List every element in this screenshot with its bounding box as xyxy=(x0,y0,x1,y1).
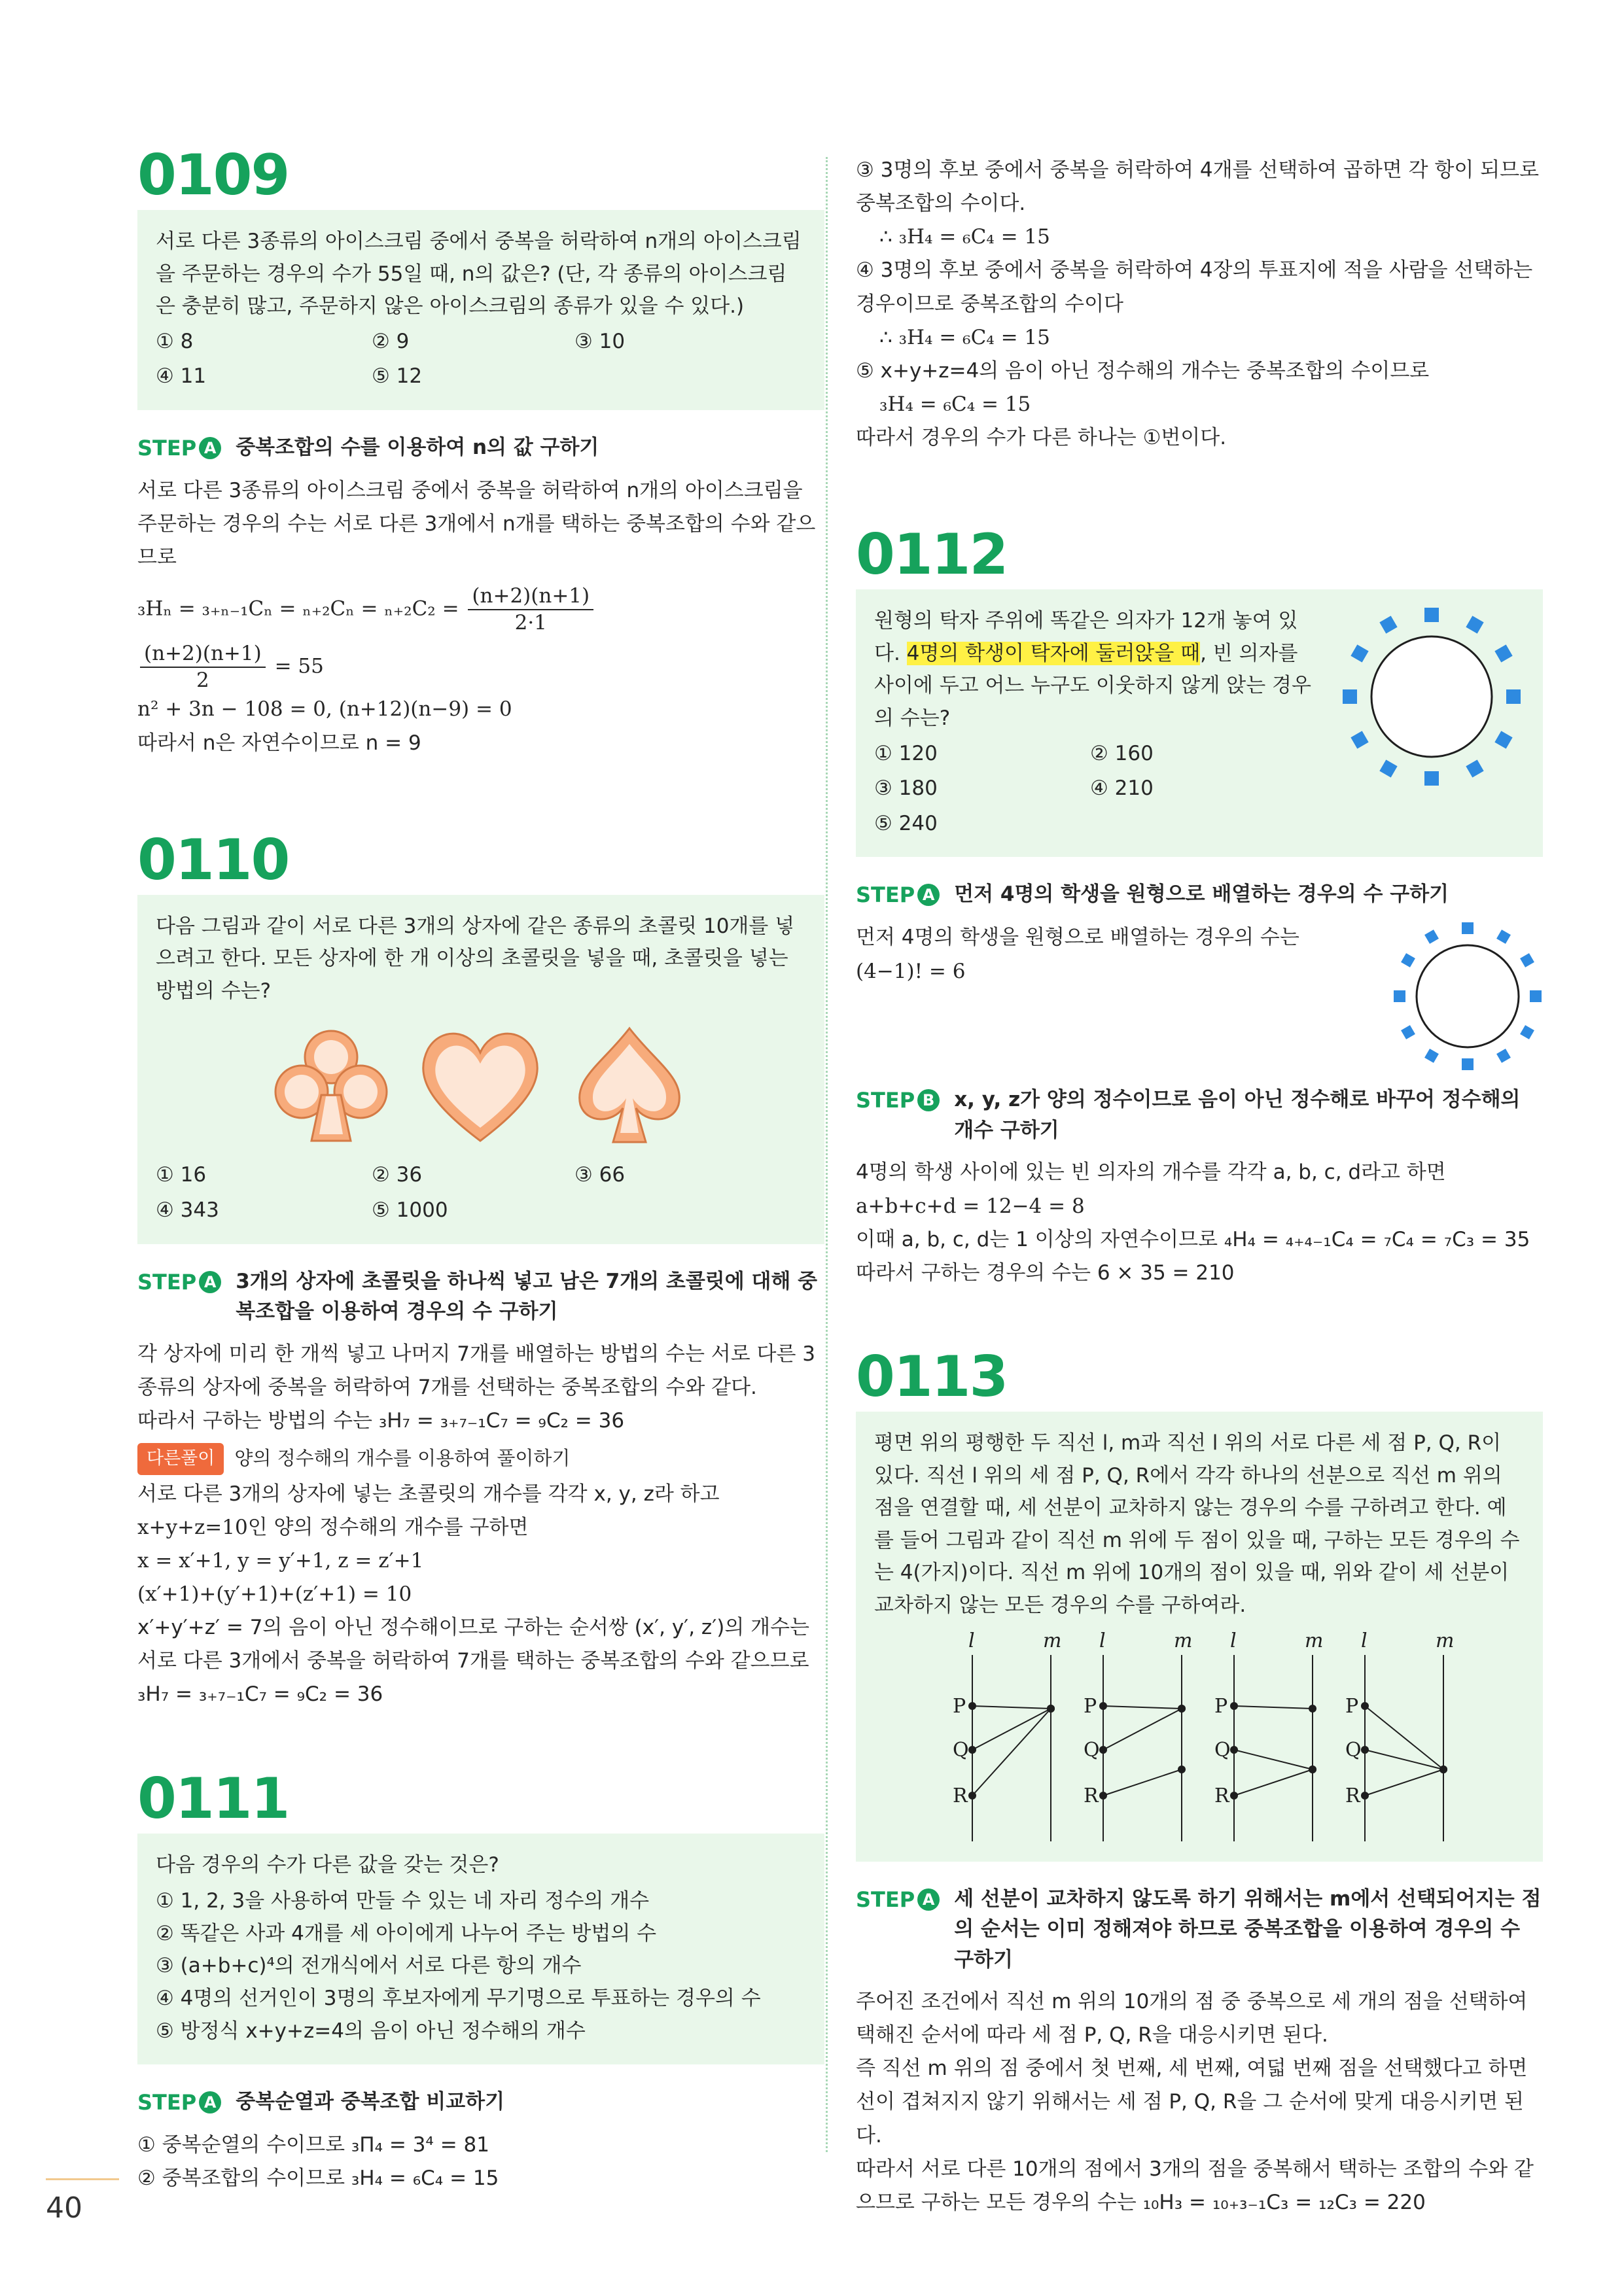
solution-text: 먼저 4명의 학생을 원형으로 배열하는 경우의 수는 xyxy=(856,926,1299,950)
question-text: 평면 위의 평행한 두 직선 l, m과 직선 l 위의 서로 다른 세 점 P, Q, R이 있다. 직선 l 위의 세 점 P, Q, R에서 각각 하나의 선분으로 직선 m 위의 점을 연결할 때, 세 선분이 교차하지 않는 경우의 수를 구하려고 한다. 예를 들어 그림과 같이 직선 m 위에 두 점이 있을 때, 구하는 모든 경우의 수는 4(가지)이다. 직선 m 위에 10개의 점이 있을 때, 위와 같이 세 선분이 교차하지 않는 모든 경우의 수를 구하여라. xyxy=(874,1431,1520,1617)
club-box-icon xyxy=(266,1023,397,1147)
spade-box-icon xyxy=(564,1023,695,1147)
choice-2[interactable]: ② 9 xyxy=(372,329,410,353)
point-on-l xyxy=(1361,1702,1369,1710)
solution xyxy=(856,921,1543,1071)
page-number: 40 xyxy=(46,2191,82,2225)
point-on-l xyxy=(968,1702,976,1710)
answer-choices xyxy=(874,738,1319,841)
choice-2[interactable]: ② 똑같은 사과 4개를 세 아이에게 나누어 주는 방법의 수 xyxy=(156,1921,657,1945)
right-column xyxy=(856,154,1543,2219)
segment xyxy=(1234,1769,1313,1796)
problem-0110 xyxy=(137,827,824,1712)
answer-choices xyxy=(156,1885,805,2047)
chocolate-boxes-figure xyxy=(156,1023,805,1147)
question-box xyxy=(856,1412,1543,1862)
solution-text: ∴ ₃H₄ = ₆C₄ = 15 xyxy=(879,225,1050,249)
point-label: P xyxy=(1345,1694,1359,1718)
step-letter-badge: A xyxy=(199,437,221,459)
solution-text: 각 상자에 미리 한 개씩 넣고 나머지 7개를 배열하는 방법의 수는 서로 다른 3종류의 상자에 중복을 허락하여 7개를 선택하는 중복조합의 수와 같다. xyxy=(137,1342,815,1399)
problem-0113 xyxy=(856,1344,1543,2219)
step-title: 중복순열과 중복조합 비교하기 xyxy=(236,2090,505,2114)
choice-3[interactable]: ③ 180 xyxy=(874,776,938,801)
solution-conclusion: 따라서 n은 자연수이므로 n = 9 xyxy=(137,731,421,755)
solution-conclusion: 따라서 경우의 수가 다른 하나는 ①번이다. xyxy=(856,426,1227,450)
point-label: R xyxy=(1345,1784,1360,1807)
solution xyxy=(856,1985,1543,2219)
step-tag: STEP A xyxy=(137,432,221,464)
step-title: 세 선분이 교차하지 않도록 하기 위해서는 m에서 선택되어지는 점의 순서는 이미 정해져야 하므로 중복조합을 이용하여 경우의 수 구하기 xyxy=(954,1887,1542,1972)
step-heading xyxy=(856,1085,1543,1145)
solution-text: 즉 직선 m 위의 점 중에서 첫 번째, 세 번째, 여덟 번째 점을 선택했다고 하면 선이 겹쳐지지 않기 위해서는 세 점 P, Q, R을 그 순서에 맞게 대응시키면 된다. xyxy=(856,2057,1528,2148)
highlighted-text: 4명의 학생이 탁자에 둘러앉을 때 xyxy=(906,641,1201,665)
problem-number: 0113 xyxy=(856,1344,1008,1410)
choice-2[interactable]: ② 36 xyxy=(372,1163,423,1187)
solution xyxy=(137,1338,824,1712)
solution-text: ⑤ x+y+z=4의 음이 아닌 정수해의 개수는 중복조합의 수이므로 xyxy=(856,358,1430,383)
point-label: Q xyxy=(953,1738,969,1762)
column-divider xyxy=(826,157,828,2152)
equation: $\frac{(n+2)(n+1)}{2}$ = 55 xyxy=(137,641,824,693)
alt-text: (x′+1)+(y′+1)+(z′+1) = 10 xyxy=(137,1582,412,1607)
step-letter-badge: A xyxy=(917,1888,940,1911)
step-letter-badge: B xyxy=(917,1089,940,1111)
question-text: 원형의 탁자 주위에 똑같은 의자가 12개 놓여 있다. 4명의 학생이 탁자에 둘러앉을 때, 빈 의자를 사이에 두고 어느 누구도 이웃하지 않게 앉는 경우의 수는? xyxy=(874,609,1311,731)
line-m-label: m xyxy=(1174,1629,1193,1652)
solution-text: ① 중복순열의 수이므로 ₃Π₄ = 3⁴ = 81 xyxy=(137,2133,489,2157)
choice-3[interactable]: ③ 66 xyxy=(574,1163,626,1187)
point-label: P xyxy=(1084,1694,1097,1718)
question-box xyxy=(856,589,1543,857)
step-tag: STEP A xyxy=(137,1266,221,1298)
alt-text: x+y+z=10인 양의 정수해의 개수를 구하면 xyxy=(137,1515,529,1539)
solution-text: (4−1)! = 6 xyxy=(856,959,966,983)
point-label: P xyxy=(953,1694,966,1718)
solution-text: 4명의 학생 사이에 있는 빈 의자의 개수를 각각 a, b, c, d라고 하면 xyxy=(856,1160,1446,1185)
circular-arrangement-figure xyxy=(1392,921,1543,1071)
answer-choices xyxy=(156,326,805,393)
point-label: R xyxy=(1084,1784,1099,1807)
problem-0111 xyxy=(137,1765,824,2196)
choice-3[interactable]: ③ (a+b+c)⁴의 전개식에서 서로 다른 항의 개수 xyxy=(156,1954,582,1978)
choice-4[interactable]: ④ 11 xyxy=(156,364,207,389)
point-on-m xyxy=(1178,1705,1186,1713)
question-box xyxy=(137,1834,824,2065)
equation: ₃Hₙ = ₃₊ₙ₋₁Cₙ = ₙ₊₂Cₙ = ₙ₊₂C₂ = $\frac{(n+2)(n+1)}{2\cdot 1}$ xyxy=(137,583,824,636)
question-text: 서로 다른 3종류의 아이스크림 중에서 중복을 허락하여 n개의 아이스크림을 주문하는 경우의 수가 55일 때, n의 값은? (단, 각 종류의 아이스크림은 충분히 많고, 주문하지 않은 아이스크림의 종류가 있을 수 있다.) xyxy=(156,230,802,319)
solution-text: a+b+c+d = 12−4 = 8 xyxy=(856,1194,1085,1218)
problem-0109 xyxy=(137,143,824,760)
segment xyxy=(1103,1706,1182,1709)
alt-text: x′+y′+z′ = 7의 음이 아닌 정수해이므로 구하는 순서쌍 (x′, y′, z′)의 개수는 서로 다른 3개에서 중복을 허락하여 7개를 택하는 중복조합의 수와 같으므로 ₃H₇ = ₃₊₇₋₁C₇ = ₉C₂ = 36 xyxy=(137,1616,809,1707)
solution-text: 따라서 구하는 방법의 수는 ₃H₇ = ₃₊₇₋₁C₇ = ₉C₂ = 36 xyxy=(137,1408,625,1433)
solution-text: 주어진 조건에서 직선 m 위의 10개의 점 중 중복으로 세 개의 점을 선택하여 택해진 순서에 따라 세 점 P, Q, R을 대응시키면 된다. xyxy=(856,1990,1528,2047)
solution-text: ③ 3명의 후보 중에서 중복을 허락하여 4개를 선택하여 곱하면 각 항이 되므로 중복조합의 수이다. xyxy=(856,158,1540,216)
question-box xyxy=(137,210,824,410)
choice-5[interactable]: ⑤ 방정식 x+y+z=4의 음이 아닌 정수해의 개수 xyxy=(156,2019,586,2043)
step-heading xyxy=(137,1266,824,1327)
step-heading xyxy=(137,2087,824,2118)
point-on-m xyxy=(1309,1705,1316,1713)
solution-conclusion: 따라서 서로 다른 10개의 점에서 3개의 점을 중복해서 택하는 조합의 수와 같으므로 구하는 모든 경우의 수는 ₁₀H₃ = ₁₀₊₃₋₁C₃ = ₁₂C₃ = 220 xyxy=(856,2157,1534,2214)
solution xyxy=(137,474,824,760)
solution-text: ④ 3명의 후보 중에서 중복을 허락하여 4장의 투표지에 적을 사람을 선택하는 경우이므로 중복조합의 수이다 xyxy=(856,258,1533,316)
segment xyxy=(1234,1750,1313,1769)
segment xyxy=(972,1709,1051,1796)
problem-number: 0111 xyxy=(137,1765,289,1832)
point-label: R xyxy=(1214,1784,1229,1807)
choice-5[interactable]: ⑤ 12 xyxy=(372,364,423,389)
step-title: x, y, z가 양의 정수이므로 음이 아닌 정수해로 바꾸어 정수해의 개수 구하기 xyxy=(954,1088,1521,1142)
point-on-l xyxy=(1230,1792,1238,1800)
step-letter-badge: A xyxy=(199,1271,221,1293)
point-on-l xyxy=(1230,1746,1238,1754)
point-on-l xyxy=(968,1792,976,1800)
solution xyxy=(856,1156,1543,1290)
step-tag: STEP A xyxy=(856,879,940,911)
line-l-label: l xyxy=(968,1629,975,1652)
step-tag: STEP A xyxy=(137,2087,221,2118)
problem-number: 0112 xyxy=(856,522,1008,588)
point-label: P xyxy=(1214,1694,1228,1718)
point-label: Q xyxy=(1084,1738,1100,1762)
question-box xyxy=(137,895,824,1244)
problem-number: 0110 xyxy=(137,827,289,893)
page-number-rule xyxy=(46,2178,119,2180)
choice-1[interactable]: ① 120 xyxy=(874,741,938,765)
choice-1[interactable]: ① 1, 2, 3을 사용하여 만들 수 있는 네 자리 정수의 개수 xyxy=(156,1889,650,1913)
solution-text: 서로 다른 3종류의 아이스크림 중에서 중복을 허락하여 n개의 아이스크림을 주문하는 경우의 수는 서로 다른 3개에서 n개를 택하는 중복조합의 수와 같으므로 xyxy=(137,478,816,570)
point-on-l xyxy=(1361,1746,1369,1754)
point-on-m xyxy=(1309,1765,1316,1773)
solution-continued xyxy=(856,154,1543,455)
segment xyxy=(972,1706,1051,1709)
choice-1[interactable]: ① 8 xyxy=(156,329,194,353)
segment xyxy=(1103,1709,1182,1750)
solution-text: 이때 a, b, c, d는 1 이상의 자연수이므로 ₄H₄ = ₄₊₄₋₁C₄ = ₇C₄ = ₇C₃ = 35 xyxy=(856,1227,1530,1251)
equation: n² + 3n − 108 = 0, (n+12)(n−9) = 0 xyxy=(137,697,512,722)
choice-4[interactable]: ④ 343 xyxy=(156,1198,219,1223)
choice-1[interactable]: ① 16 xyxy=(156,1163,207,1187)
solution-text: ₃H₄ = ₆C₄ = 15 xyxy=(879,392,1031,416)
step-letter-badge: A xyxy=(199,2091,221,2113)
choice-2[interactable]: ② 160 xyxy=(1090,741,1154,765)
point-on-m xyxy=(1439,1765,1447,1773)
line-m-label: m xyxy=(1305,1629,1324,1652)
line-segments-diagram xyxy=(874,1629,1502,1845)
problem-0112 xyxy=(856,522,1543,1290)
solution-text: ∴ ₃H₄ = ₆C₄ = 15 xyxy=(879,325,1050,349)
point-on-l xyxy=(1230,1702,1238,1710)
question-text: 다음 그림과 같이 서로 다른 3개의 상자에 같은 종류의 초콜릿 10개를 넣으려고 한다. 모든 상자에 한 개 이상의 초콜릿을 넣을 때, 초콜릿을 넣는 방법의 수는? xyxy=(156,914,795,1003)
question-text: 다음 경우의 수가 다른 값을 갖는 것은? xyxy=(156,1852,499,1877)
point-on-l xyxy=(1361,1792,1369,1800)
choice-4[interactable]: ④ 210 xyxy=(1090,776,1154,801)
alt-text: 서로 다른 3개의 상자에 넣는 초콜릿의 개수를 각각 x, y, z라 하고 xyxy=(137,1482,720,1506)
point-on-l xyxy=(1099,1792,1107,1800)
segment xyxy=(1365,1769,1443,1796)
segment xyxy=(1103,1769,1182,1796)
step-title: 중복조합의 수를 이용하여 n의 값 구하기 xyxy=(236,435,599,459)
step-title: 먼저 4명의 학생을 원형으로 배열하는 경우의 수 구하기 xyxy=(954,882,1449,907)
point-on-m xyxy=(1178,1765,1186,1773)
choice-5[interactable]: ⑤ 1000 xyxy=(372,1198,448,1223)
step-letter-badge: A xyxy=(917,884,940,906)
step-title: 3개의 상자에 초콜릿을 하나씩 넣고 남은 7개의 초콜릿에 대해 중복조합을 이용하여 경우의 수 구하기 xyxy=(236,1269,818,1324)
segment xyxy=(1234,1706,1313,1709)
solution-conclusion: 따라서 구하는 경우의 수는 6 × 35 = 210 xyxy=(856,1261,1235,1285)
point-label: Q xyxy=(1345,1738,1362,1762)
round-table-12-chairs-figure xyxy=(1340,605,1523,788)
solution-text: ② 중복조합의 수이므로 ₃H₄ = ₆C₄ = 15 xyxy=(137,2166,499,2191)
line-l-label: l xyxy=(1230,1629,1237,1652)
alt-title: 양의 정수해의 개수를 이용하여 풀이하기 xyxy=(234,1447,571,1470)
choice-4[interactable]: ④ 4명의 선거인이 3명의 후보자에게 무기명으로 투표하는 경우의 수 xyxy=(156,1986,761,2010)
answer-choices xyxy=(156,1159,805,1226)
step-heading xyxy=(856,879,1543,911)
point-on-l xyxy=(968,1746,976,1754)
choice-3[interactable]: ③ 10 xyxy=(574,329,626,353)
step-tag: STEP A xyxy=(856,1884,940,1915)
choice-5[interactable]: ⑤ 240 xyxy=(874,811,938,835)
solution xyxy=(137,2129,824,2195)
alt-badge: 다른풀이 xyxy=(137,1443,224,1475)
line-l-label: l xyxy=(1361,1629,1368,1652)
line-m-label: m xyxy=(1043,1629,1062,1652)
heart-box-icon xyxy=(415,1023,546,1147)
left-column xyxy=(137,143,824,2195)
step-heading xyxy=(856,1884,1543,1975)
line-m-label: m xyxy=(1436,1629,1455,1652)
line-l-label: l xyxy=(1099,1629,1106,1652)
segment xyxy=(972,1709,1051,1750)
step-tag: STEP B xyxy=(856,1085,940,1116)
alt-text: x = x′+1, y = y′+1, z = z′+1 xyxy=(137,1548,424,1573)
step-heading xyxy=(137,432,824,464)
problem-number: 0109 xyxy=(137,143,289,208)
point-on-l xyxy=(1099,1746,1107,1754)
alternative-solution-heading xyxy=(137,1443,824,1475)
point-on-m xyxy=(1047,1705,1055,1713)
point-label: R xyxy=(953,1784,968,1807)
point-label: Q xyxy=(1214,1738,1231,1762)
point-on-l xyxy=(1099,1702,1107,1710)
